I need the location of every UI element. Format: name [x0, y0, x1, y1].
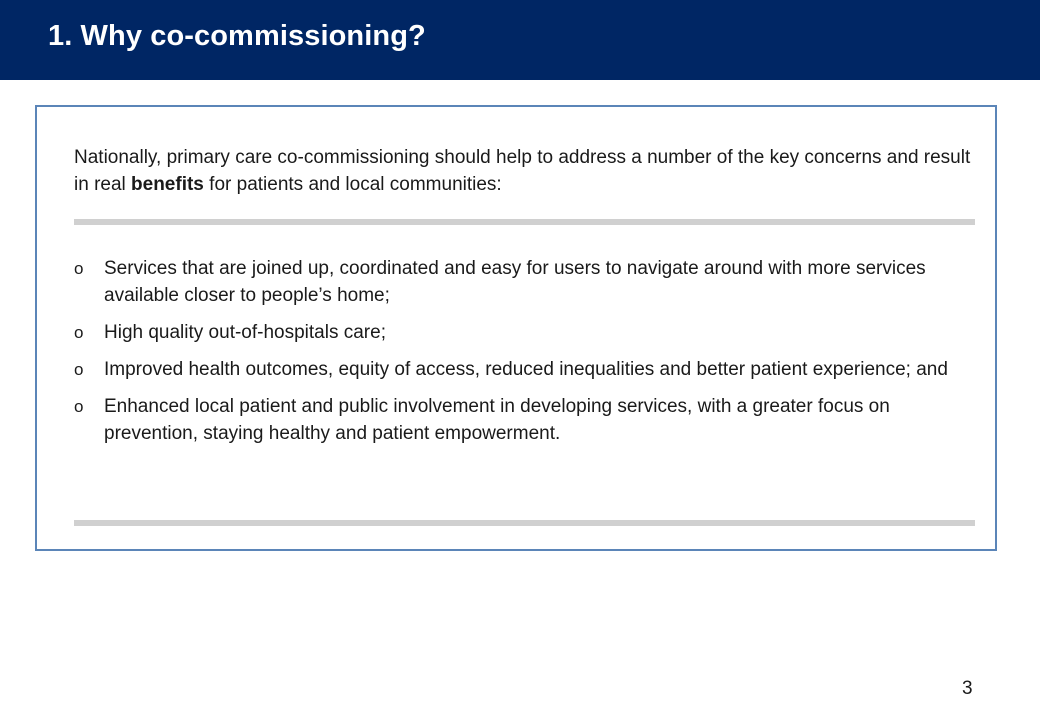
benefits-list [74, 255, 974, 457]
bottom-divider [74, 520, 975, 526]
top-divider [74, 219, 975, 225]
list-item [74, 393, 974, 447]
title-bar [0, 0, 1040, 80]
list-item-text: Services that are joined up, coordinated and easy for users to navigate around with more services available closer to people’s home; [104, 258, 926, 306]
list-item [74, 356, 974, 383]
page-number: 3 [962, 678, 973, 699]
list-item-text: Improved health outcomes, equity of access, reduced inequalities and better patient experience; and [104, 359, 948, 380]
intro-emphasis: benefits [131, 174, 204, 195]
intro-paragraph [74, 144, 974, 198]
list-item [74, 319, 974, 346]
list-item [74, 255, 974, 309]
bullet-marker-icon: o [74, 323, 84, 342]
list-item-text: Enhanced local patient and public involvement in developing services, with a greater focus on prevention, staying healthy and patient empowerment. [104, 396, 890, 444]
bullet-marker-icon: o [74, 360, 84, 379]
intro-text-end: for patients and local communities: [203, 174, 502, 195]
slide-title: 1. Why co-commissioning? [48, 20, 426, 52]
bullet-marker-icon: o [74, 259, 84, 278]
bullet-marker-icon: o [74, 397, 84, 416]
intro-text-start: Nationally, primary care co-commissioning should help to address a number of the key concerns and result in real [74, 147, 971, 195]
list-item-text: High quality out-of-hospitals care; [104, 322, 386, 343]
